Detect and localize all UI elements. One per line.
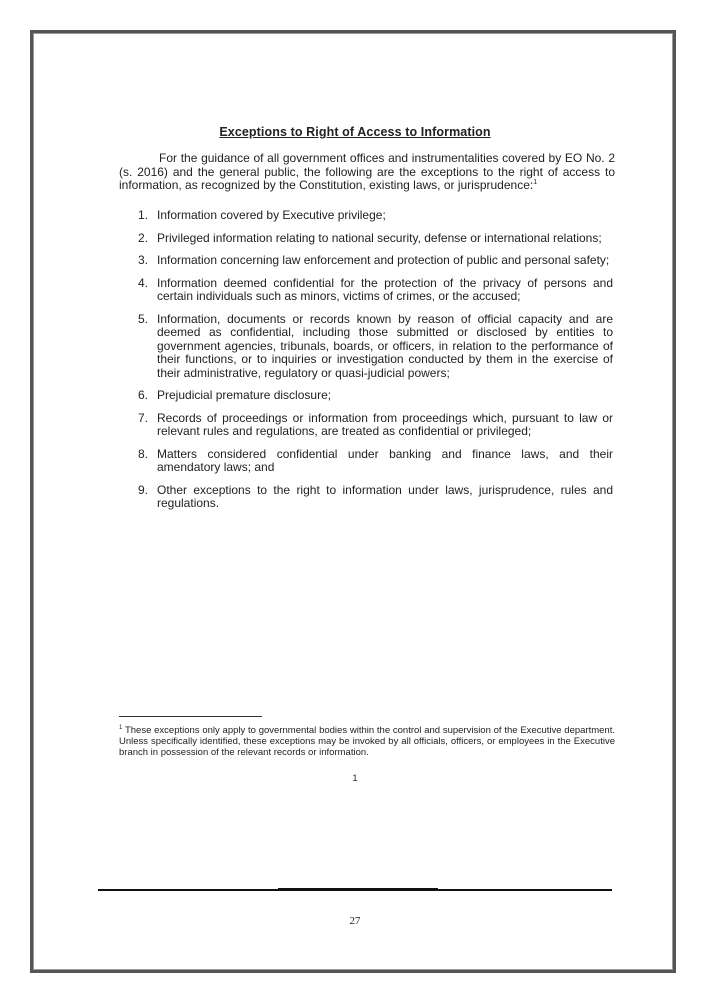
exceptions-list <box>138 209 613 520</box>
list-item <box>138 448 613 475</box>
list-item-number: 9. <box>138 482 149 497</box>
list-item <box>138 209 613 223</box>
list-item <box>138 484 613 511</box>
footnote-marker: 1 <box>119 724 123 731</box>
list-item-text: Information, documents or records known by reason of official capacity and are deemed as confidential, including those submitted or disclosed by entities to government agencies, tribunals, boards, or officers, in relation to the performance of their functions, or to inquiries or investigation conducted by them in the exercise of their administrative, regulatory or quasi-judicial powers; <box>157 311 613 380</box>
list-item-number: 5. <box>138 311 149 326</box>
bottom-divider <box>98 889 612 891</box>
list-item-text: Matters considered confidential under banking and finance laws, and their amendatory laws; and <box>157 446 613 474</box>
intro-footnote-marker: 1 <box>533 179 538 186</box>
list-item-text: Information concerning law enforcement and protection of public and personal safety; <box>157 253 610 267</box>
list-item-text: Prejudicial premature disclosure; <box>157 388 332 402</box>
list-item-text: Records of proceedings or information from proceedings which, pursuant to law or relevant rules and regulations, are treated as confidential or privileged; <box>157 410 613 438</box>
list-item-number: 2. <box>138 230 149 245</box>
list-item <box>138 389 613 403</box>
list-item <box>138 313 613 381</box>
intro-paragraph <box>119 152 615 193</box>
footnote-divider <box>119 716 262 717</box>
list-item-number: 8. <box>138 446 149 461</box>
list-item <box>138 232 613 246</box>
list-item <box>138 412 613 439</box>
document-title: Exceptions to Right of Access to Information <box>219 125 491 139</box>
list-item-number: 3. <box>138 253 149 267</box>
list-item-number: 4. <box>138 275 149 290</box>
footnote <box>119 725 615 758</box>
list-item-number: 1. <box>138 208 149 222</box>
list-item <box>138 277 613 304</box>
scan-page-number: 1 <box>352 773 358 783</box>
list-item-text: Other exceptions to the right to information under laws, jurisprudence, rules and regulations. <box>157 482 613 510</box>
intro-text: For the guidance of all government offices and instrumentalities covered by EO No. 2 (s. 2016) and the general public, the following are the exceptions to the right of access to information, as recognized by the Constitution, existing laws, or jurisprudence: <box>119 151 615 192</box>
list-item-text: Information covered by Executive privilege; <box>157 208 386 222</box>
list-item-text: Information deemed confidential for the protection of the privacy of persons and certain individuals such as minors, victims of crimes, or the accused; <box>157 275 613 303</box>
list-item <box>138 254 613 268</box>
page-number: 27 <box>349 915 361 927</box>
list-item-number: 7. <box>138 410 149 425</box>
list-item-number: 6. <box>138 388 149 402</box>
list-item-text: Privileged information relating to national security, defense or international relations; <box>157 230 602 245</box>
footnote-text: These exceptions only apply to governmental bodies within the control and supervision of the Executive department. Unless specifically identified, these exceptions may be invoked by all officials, officers, or employees in the Executive branch in possession of the relevant records or information. <box>119 725 615 758</box>
